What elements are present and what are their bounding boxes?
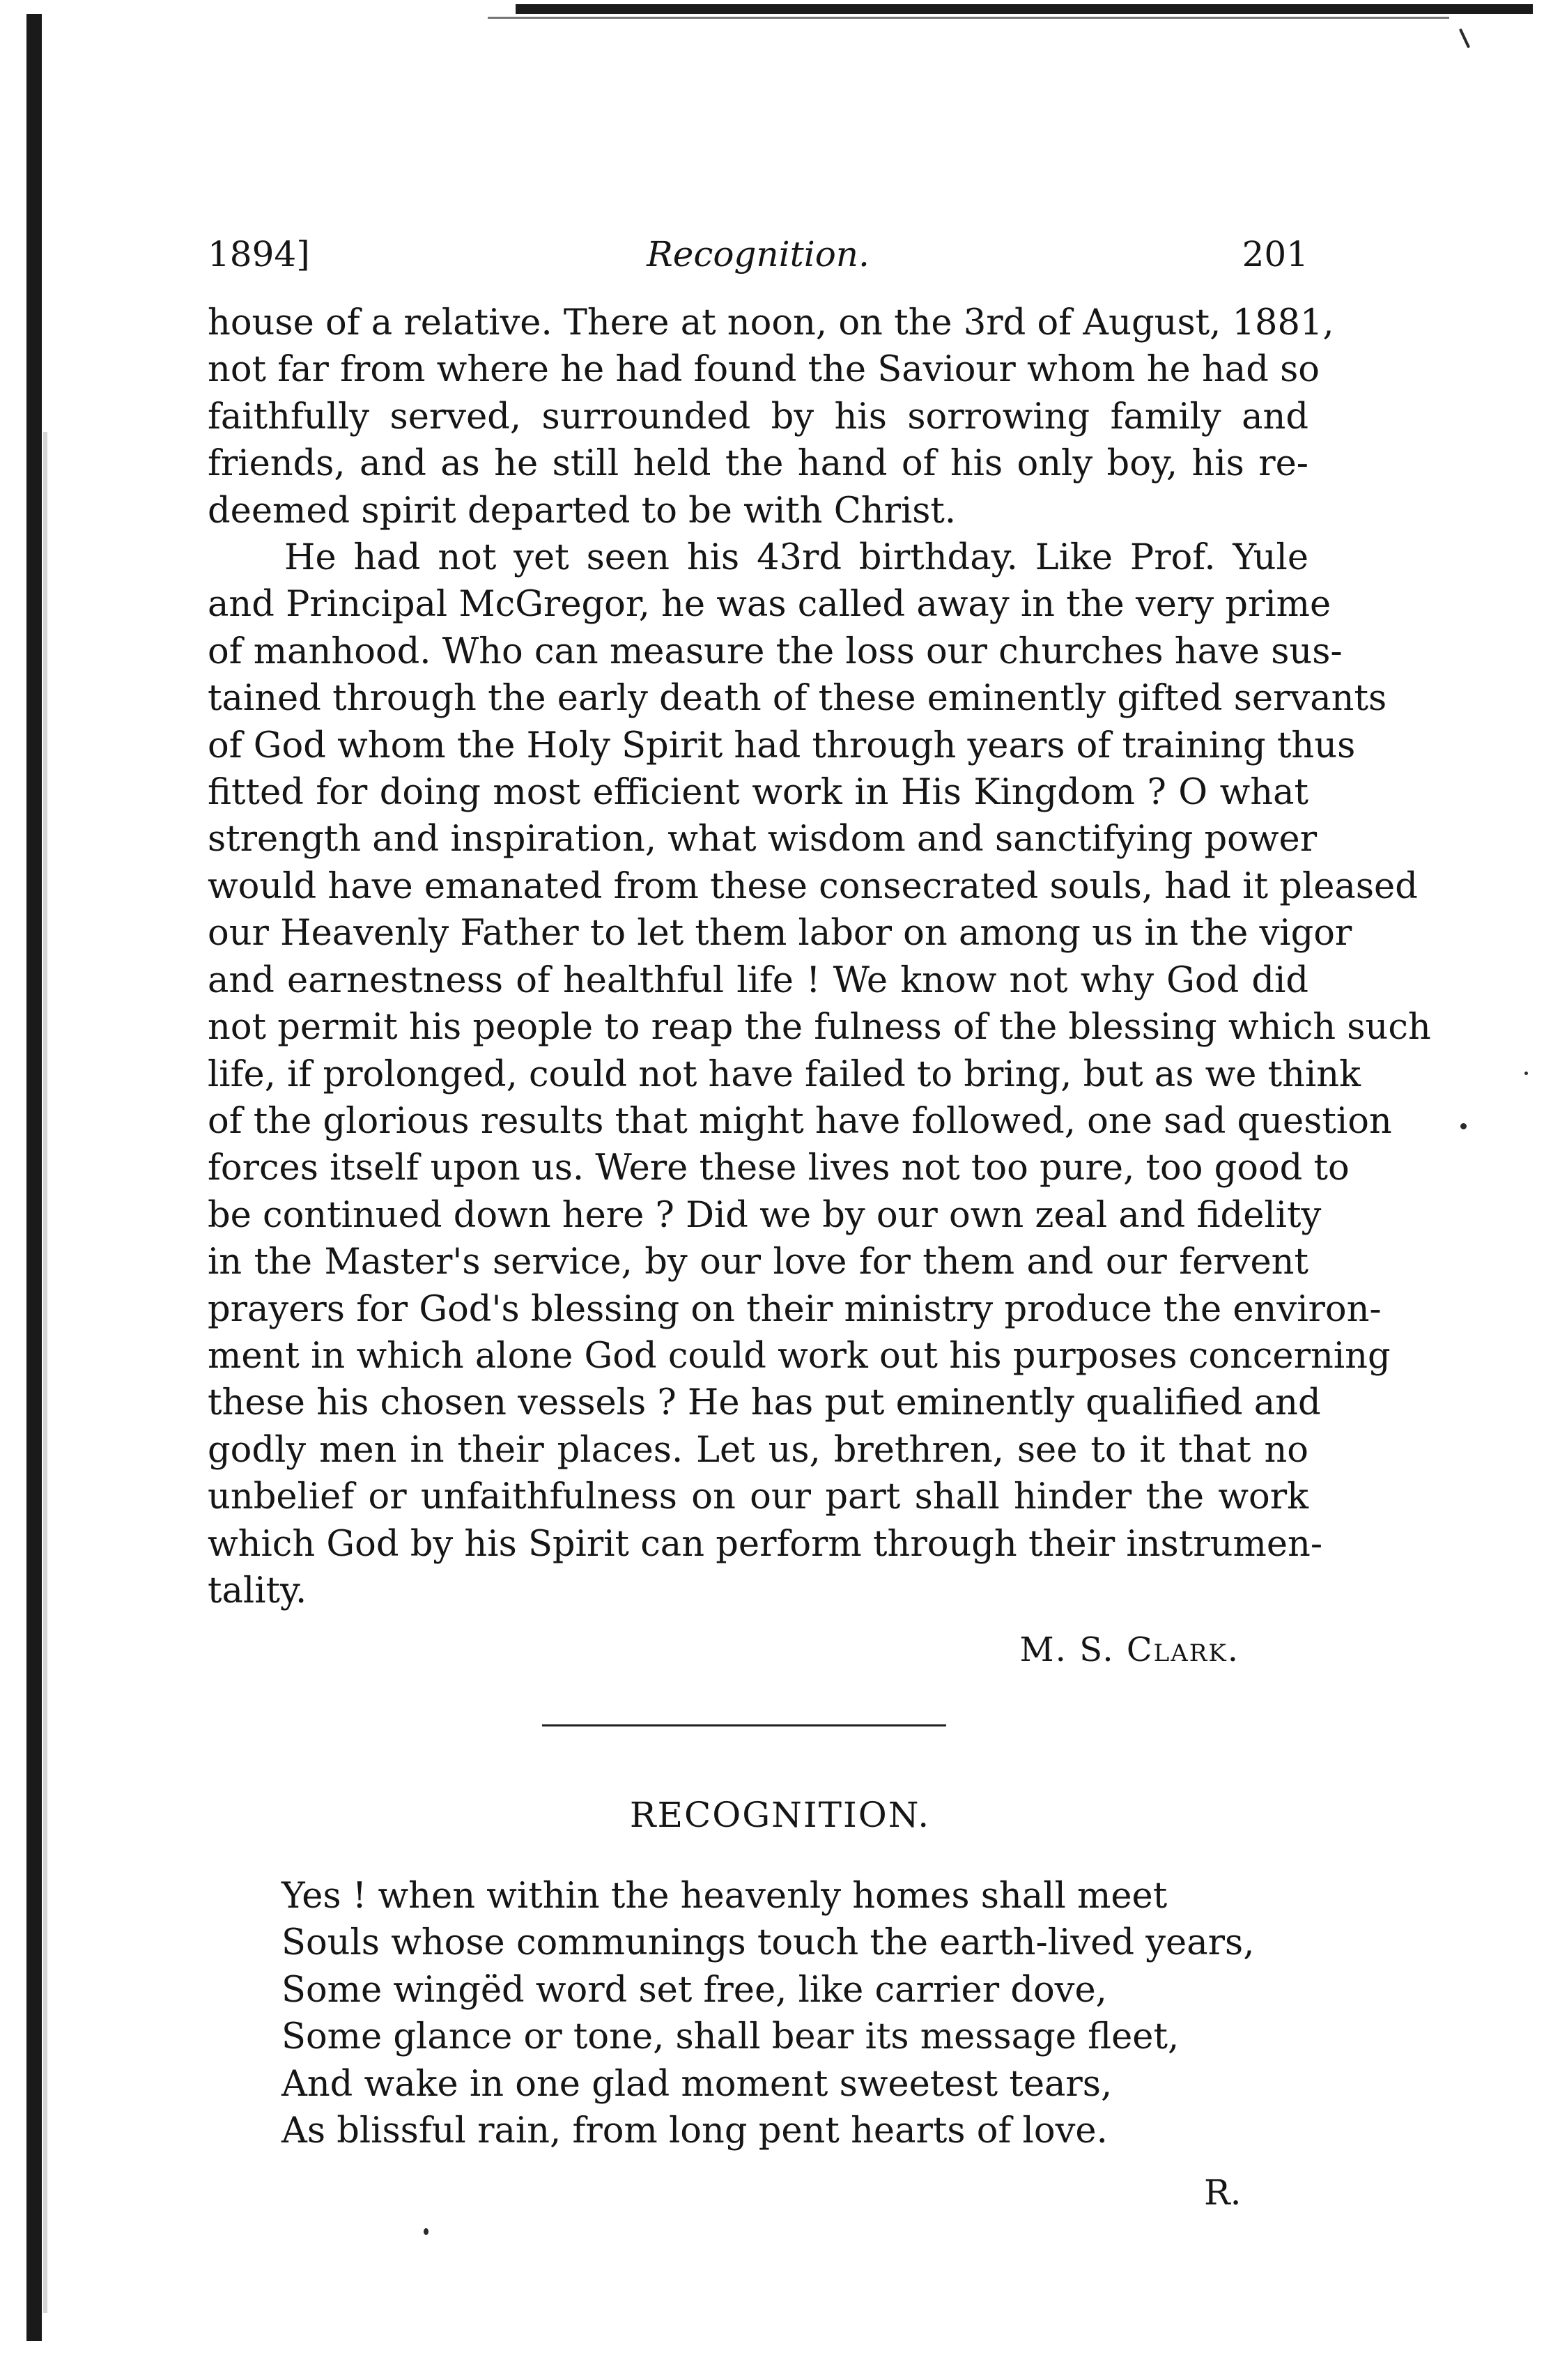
text-line: not far from where he had found the Saviour whom he had so [208,349,1320,391]
text-line: our Heavenly Father to let them labor on among us in the vigor [208,913,1352,955]
running-head-title: Recognition. [647,234,870,275]
poem-body [281,1873,1254,2154]
text-line: which God by his Spirit can perform through their instrumen- [208,1523,1323,1565]
scan-speck [1459,29,1470,49]
text-line: would have emanated from these consecrated souls, had it pleased [208,865,1418,907]
text-line: ment in which alone God could work out his purposes concerning [208,1335,1391,1377]
text-line: not permit his people to reap the fulness of the blessing which such [208,1007,1431,1049]
text-line: fitted for doing most efficient work in His Kingdom ? O what [208,772,1308,814]
poem-line: And wake in one glad moment sweetest tears, [281,2063,1113,2105]
text-line: and earnestness of healthful life ! We know not why God did [208,959,1308,1001]
running-head [208,230,1308,279]
scan-speck [424,2228,428,2235]
scan-top-edge [516,4,1533,14]
text-line: in the Master's service, by our love for them and our fervent [208,1242,1308,1283]
text-line: tality. [208,1570,307,1612]
poem-line: Some wingëd word set free, like carrier dove, [281,1969,1107,2011]
scan-binding-shadow [43,432,47,2313]
text-line: tained through the early death of these eminently gifted servants [208,678,1387,720]
text-line: and Principal McGregor, he was called away in the very prime [208,584,1331,626]
text-line: prayers for God's blessing on their ministry produce the environ- [208,1288,1382,1330]
text-line: godly men in their places. Let us, brethren, see to it that no [208,1429,1308,1471]
poem-line: As blissful rain, from long pent hearts of love. [281,2110,1108,2152]
poem-signature: R. [1204,2172,1242,2213]
text-line: life, if prolonged, could not have failed to bring, but as we think [208,1053,1361,1095]
text-line: strength and inspiration, what wisdom and sanctifying power [208,819,1318,860]
scan-top-edge-thin [488,17,1449,19]
text-line: be continued down here ? Did we by our own zeal and fidelity [208,1194,1322,1236]
poem-title: RECOGNITION. [629,1795,931,1835]
scan-binding-edge [26,14,42,2341]
scan-speck [1524,1072,1528,1075]
poem-line: Yes ! when within the heavenly homes shall meet [281,1876,1168,1917]
poem-line: Souls whose communings touch the earth-lived years, [281,1922,1255,1964]
text-line: unbelief or unfaithfulness on our part shall hinder the work [208,1476,1308,1518]
text-line: of manhood. Who can measure the loss our churches have sus- [208,631,1343,672]
running-head-year: 1894] [208,234,310,275]
text-line: house of a relative. There at noon, on the 3rd of August, 1881, [208,302,1334,343]
text-line: He had not yet seen his 43rd birthday. Like Prof. Yule [284,537,1308,579]
text-line: these his chosen vessels ? He has put eminently qualified and [208,1382,1321,1424]
article-body [208,300,1431,1614]
poem-line: Some glance or tone, shall bear its message fleet, [281,2016,1180,2058]
section-divider [542,1724,946,1726]
text-line: friends, and as he still held the hand of his only boy, his re- [208,443,1308,485]
text-line: faithfully served, surrounded by his sorrowing family and [208,396,1308,438]
scan-speck [1460,1123,1467,1129]
article-signature: M. S. Clark. [1019,1630,1239,1669]
text-line: deemed spirit departed to be with Christ. [208,490,957,532]
page-number: 201 [1242,234,1308,275]
text-line: of God whom the Holy Spirit had through years of training thus [208,725,1356,766]
text-line: of the glorious results that might have followed, one sad question [208,1100,1392,1142]
text-line: forces itself upon us. Were these lives not too pure, too good to [208,1148,1350,1189]
